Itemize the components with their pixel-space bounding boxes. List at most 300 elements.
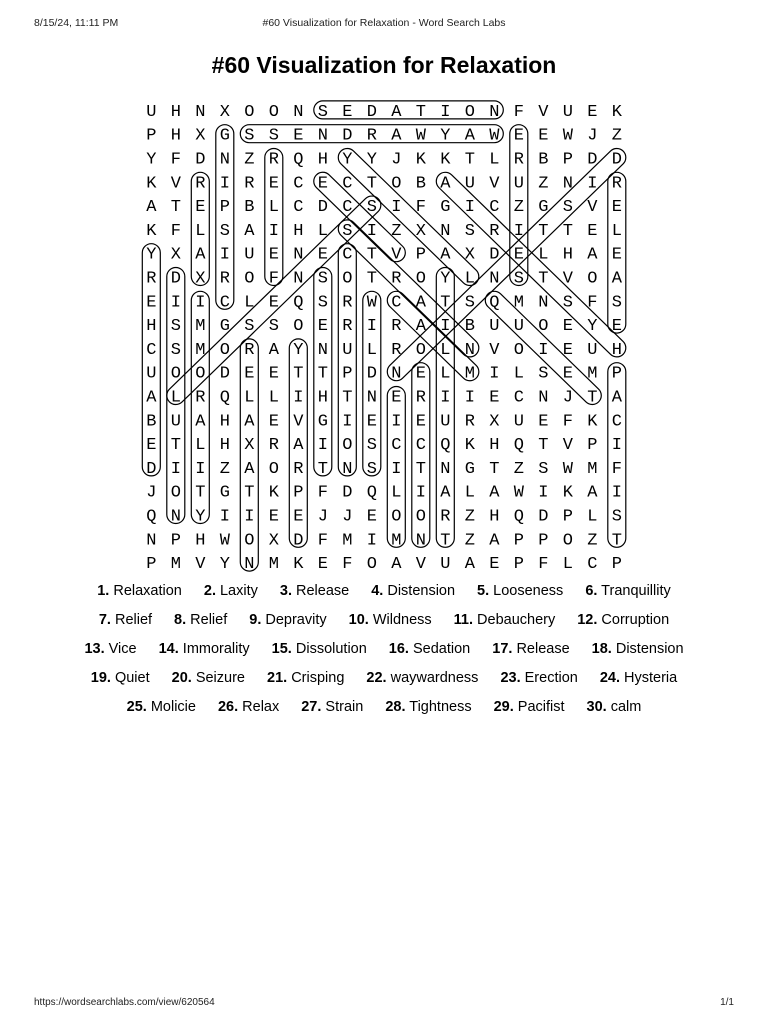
- grid-letter: F: [170, 150, 181, 170]
- grid-letter: Y: [342, 150, 353, 170]
- grid-letter: I: [244, 507, 255, 527]
- grid-letter: O: [170, 483, 181, 503]
- grid-letter: A: [440, 245, 451, 265]
- grid-letter: L: [268, 198, 279, 218]
- grid-letter: U: [489, 317, 500, 337]
- clue-row: [0, 583, 768, 599]
- grid-letter: H: [489, 436, 500, 456]
- grid-letter: I: [464, 198, 475, 218]
- grid-letter: T: [170, 198, 181, 218]
- clue-number: 29.: [493, 699, 514, 715]
- grid-letter: N: [464, 340, 475, 360]
- grid-letter: R: [391, 340, 402, 360]
- grid-letter: H: [195, 531, 206, 551]
- grid-letter: J: [562, 388, 573, 408]
- grid-letter: K: [562, 483, 573, 503]
- grid-letter: X: [170, 245, 181, 265]
- grid-letter: E: [317, 174, 328, 194]
- print-url: https://wordsearchlabs.com/view/620564: [34, 997, 215, 1008]
- grid-letter: N: [293, 269, 304, 289]
- grid-letter: C: [219, 293, 230, 313]
- grid-letter: Z: [538, 174, 549, 194]
- grid-letter: L: [170, 388, 181, 408]
- clue-number: 30.: [586, 699, 607, 715]
- grid-letter: M: [513, 293, 524, 313]
- grid-letter: E: [391, 388, 402, 408]
- grid-letter: S: [366, 459, 377, 479]
- grid-letter: X: [195, 269, 206, 289]
- grid-letter: R: [611, 174, 622, 194]
- grid-letter: S: [268, 126, 279, 146]
- grid-letter: S: [317, 269, 328, 289]
- grid-letter: N: [366, 388, 377, 408]
- grid-letter: I: [170, 459, 181, 479]
- grid-letter: D: [293, 531, 304, 551]
- grid-letter: E: [513, 245, 524, 265]
- grid-letter: J: [146, 483, 157, 503]
- grid-letter: T: [366, 174, 377, 194]
- grid-letter: V: [489, 340, 500, 360]
- grid-letter: O: [538, 317, 549, 337]
- grid-letter: I: [366, 317, 377, 337]
- grid-letter: R: [244, 340, 255, 360]
- clue-item: [272, 641, 367, 657]
- grid-letter: T: [366, 245, 377, 265]
- grid-letter: O: [562, 531, 573, 551]
- grid-letter: E: [342, 102, 353, 122]
- grid-letter: B: [244, 198, 255, 218]
- print-page-number: 1/1: [720, 997, 734, 1008]
- grid-letter: T: [317, 364, 328, 384]
- grid-letter: T: [538, 436, 549, 456]
- grid-letter: E: [538, 412, 549, 432]
- grid-letter: H: [293, 221, 304, 241]
- grid-letter: E: [244, 364, 255, 384]
- grid-letter: E: [562, 317, 573, 337]
- grid-letter: A: [415, 317, 426, 337]
- grid-letter: A: [489, 483, 500, 503]
- clue-word: Depravity: [261, 612, 327, 628]
- grid-letter: T: [440, 531, 451, 551]
- grid-letter: E: [611, 245, 622, 265]
- grid-letter: N: [440, 221, 451, 241]
- clue-item: [592, 641, 684, 657]
- grid-letter: D: [366, 364, 377, 384]
- grid-letter: A: [464, 555, 475, 573]
- grid-letter: Y: [440, 269, 451, 289]
- grid-letter: P: [513, 555, 524, 573]
- grid-letter: O: [415, 269, 426, 289]
- grid-letter: U: [170, 412, 181, 432]
- grid-letter: G: [219, 317, 230, 337]
- grid-letter: F: [562, 412, 573, 432]
- grid-letter: N: [293, 102, 304, 122]
- grid-letter: F: [317, 531, 328, 551]
- grid-letter: G: [219, 126, 230, 146]
- grid-letter: E: [538, 126, 549, 146]
- grid-letter: T: [415, 459, 426, 479]
- grid-letter: R: [244, 174, 255, 194]
- grid-letter: W: [562, 126, 573, 146]
- grid-letter: F: [513, 102, 524, 122]
- grid-letter: J: [587, 126, 598, 146]
- grid-letter: N: [146, 531, 157, 551]
- grid-letter: F: [342, 555, 353, 573]
- grid-letter: S: [464, 221, 475, 241]
- grid-letter: H: [611, 340, 622, 360]
- grid-letter: A: [415, 293, 426, 313]
- grid-letter: O: [513, 340, 524, 360]
- grid-letter: T: [244, 483, 255, 503]
- grid-letter: S: [219, 221, 230, 241]
- grid-letter: V: [415, 555, 426, 573]
- grid-letter: E: [293, 126, 304, 146]
- clue-number: 16.: [388, 641, 409, 657]
- clue-word: calm: [606, 699, 642, 715]
- clue-item: [267, 670, 344, 686]
- grid-letter: O: [244, 531, 255, 551]
- grid-letter: A: [489, 531, 500, 551]
- grid-letter: I: [219, 245, 230, 265]
- grid-letter: O: [268, 459, 279, 479]
- grid-letter: S: [342, 221, 353, 241]
- clue-word: Hysteria: [620, 670, 678, 686]
- grid-letter: A: [464, 126, 475, 146]
- grid-letter: H: [170, 102, 181, 122]
- grid-letter: E: [562, 340, 573, 360]
- grid-letter: A: [611, 388, 622, 408]
- clue-item: [280, 583, 349, 599]
- grid-letter: K: [146, 221, 157, 241]
- grid-letter: M: [195, 340, 206, 360]
- grid-letter: H: [170, 126, 181, 146]
- grid-letter: U: [244, 245, 255, 265]
- grid-letter: C: [293, 174, 304, 194]
- grid-letter: R: [366, 126, 377, 146]
- grid-letter: U: [513, 174, 524, 194]
- grid-letter: U: [440, 412, 451, 432]
- grid-letter: T: [195, 483, 206, 503]
- grid-letter: K: [268, 483, 279, 503]
- grid-letter: I: [170, 293, 181, 313]
- clue-item: [174, 612, 227, 628]
- clue-word: Release: [291, 583, 350, 599]
- grid-letter: E: [587, 102, 598, 122]
- grid-letter: W: [366, 293, 377, 313]
- clue-word: Molicie: [146, 699, 196, 715]
- clue-row: [0, 699, 768, 715]
- grid-letter: R: [391, 317, 402, 337]
- grid-letter: K: [587, 412, 598, 432]
- grid-letter: P: [587, 436, 598, 456]
- clue-number: 26.: [217, 699, 239, 715]
- grid-letter: K: [440, 150, 451, 170]
- clue-word: Distension: [383, 583, 456, 599]
- clue-number: 19.: [90, 670, 111, 686]
- grid-letter: T: [293, 364, 304, 384]
- grid-letter: A: [244, 459, 255, 479]
- grid-letter: S: [170, 317, 181, 337]
- grid-letter: E: [268, 412, 279, 432]
- clue-word: Tranquillity: [597, 583, 671, 599]
- clue-number: 25.: [126, 699, 147, 715]
- grid-letter: A: [391, 102, 402, 122]
- grid-letter: N: [219, 150, 230, 170]
- grid-letter: T: [538, 269, 549, 289]
- grid-letter: I: [415, 483, 426, 503]
- grid-letter: Z: [513, 198, 524, 218]
- grid-letter: G: [538, 198, 549, 218]
- grid-letter: I: [538, 483, 549, 503]
- found-word-loop: [433, 169, 630, 361]
- grid-letter: F: [170, 221, 181, 241]
- grid-letter: N: [415, 531, 426, 551]
- clue-item: [500, 670, 577, 686]
- grid-letter: B: [415, 174, 426, 194]
- grid-letter: I: [195, 293, 206, 313]
- grid-letter: Z: [513, 459, 524, 479]
- grid-letter: C: [391, 436, 402, 456]
- grid-letter: L: [195, 436, 206, 456]
- clue-item: [159, 641, 250, 657]
- clue-word: Looseness: [489, 583, 564, 599]
- grid-letter: Z: [611, 126, 622, 146]
- grid-letter: N: [440, 459, 451, 479]
- clue-item: [127, 699, 196, 715]
- grid-letter: E: [562, 364, 573, 384]
- grid-letter: M: [587, 459, 598, 479]
- clue-number: 28.: [385, 699, 406, 715]
- grid-letter: O: [415, 507, 426, 527]
- grid-letter: Q: [219, 388, 230, 408]
- grid-letter: R: [195, 388, 206, 408]
- grid-letter: L: [366, 340, 377, 360]
- puzzle-title: #60 Visualization for Relaxation: [211, 52, 557, 78]
- grid-letter: V: [562, 436, 573, 456]
- grid-letter: N: [538, 293, 549, 313]
- grid-letter: R: [391, 269, 402, 289]
- clue-word: Erection: [520, 670, 578, 686]
- grid-letter: K: [611, 102, 622, 122]
- clue-number: 1.: [97, 583, 110, 599]
- grid-letter: T: [317, 459, 328, 479]
- grid-letter: G: [317, 412, 328, 432]
- grid-letter: D: [170, 269, 181, 289]
- grid-letter: I: [366, 221, 377, 241]
- grid-letter: V: [562, 269, 573, 289]
- grid-letter: N: [342, 459, 353, 479]
- grid-letter: V: [170, 174, 181, 194]
- clue-word: Relief: [186, 612, 228, 628]
- grid-letter: U: [342, 340, 353, 360]
- grid-letter: G: [440, 198, 451, 218]
- grid-letter: A: [195, 412, 206, 432]
- grid-letter: E: [489, 388, 500, 408]
- clue-word: Relaxation: [109, 583, 182, 599]
- grid-letter: I: [440, 388, 451, 408]
- grid-letter: S: [562, 293, 573, 313]
- grid-letter: L: [440, 340, 451, 360]
- clue-number: 17.: [492, 641, 513, 657]
- word-search-grid: [139, 98, 635, 573]
- grid-letter: E: [366, 412, 377, 432]
- grid-letter: N: [170, 507, 181, 527]
- clue-item: [600, 670, 677, 686]
- grid-letter: U: [440, 555, 451, 573]
- grid-letter: D: [611, 150, 622, 170]
- grid-letter: P: [611, 364, 622, 384]
- grid-letter: I: [611, 436, 622, 456]
- grid-letter: C: [489, 198, 500, 218]
- grid-letter: P: [611, 555, 622, 573]
- clue-word: Tightness: [405, 699, 472, 715]
- clue-number: 4.: [371, 583, 384, 599]
- grid-letter: K: [146, 174, 157, 194]
- clue-number: 18.: [591, 641, 612, 657]
- clue-word: waywardness: [386, 670, 479, 686]
- grid-letter: E: [513, 126, 524, 146]
- grid-letter: N: [244, 555, 255, 573]
- clue-number: 9.: [249, 612, 262, 628]
- grid-letter: T: [366, 269, 377, 289]
- grid-letter: L: [195, 221, 206, 241]
- grid-letter: C: [146, 340, 157, 360]
- grid-letter: U: [513, 317, 524, 337]
- grid-letter: C: [513, 388, 524, 408]
- clue-number: 20.: [171, 670, 192, 686]
- grid-letter: A: [440, 174, 451, 194]
- grid-letter: L: [587, 507, 598, 527]
- grid-letter: O: [391, 174, 402, 194]
- clue-item: [349, 612, 432, 628]
- grid-letter: C: [415, 436, 426, 456]
- grid-letter: S: [611, 507, 622, 527]
- grid-letter: C: [391, 293, 402, 313]
- grid-letter: E: [317, 245, 328, 265]
- clue-item: [477, 583, 563, 599]
- grid-letter: D: [219, 364, 230, 384]
- grid-letter: T: [170, 436, 181, 456]
- grid-letter: S: [317, 102, 328, 122]
- grid-letter: Z: [244, 150, 255, 170]
- clue-word: Relief: [110, 612, 153, 628]
- grid-letter: E: [293, 507, 304, 527]
- clue-number: 21.: [267, 670, 288, 686]
- grid-letter: N: [195, 102, 206, 122]
- clue-item: [494, 699, 565, 715]
- grid-letter: R: [342, 293, 353, 313]
- clue-number: 15.: [271, 641, 292, 657]
- clue-word: Distension: [611, 641, 684, 657]
- clue-word: Crisping: [287, 670, 345, 686]
- clue-word: Corruption: [597, 612, 670, 628]
- grid-letter: L: [391, 483, 402, 503]
- clue-word: Immorality: [178, 641, 250, 657]
- grid-letter: O: [195, 364, 206, 384]
- grid-letter: E: [268, 245, 279, 265]
- grid-letter: D: [146, 459, 157, 479]
- clue-row: [0, 641, 768, 657]
- grid-letter: E: [195, 198, 206, 218]
- grid-letter: B: [538, 150, 549, 170]
- grid-letter: W: [415, 126, 426, 146]
- grid-letter: R: [513, 150, 524, 170]
- clue-word: Dissolution: [291, 641, 367, 657]
- grid-letter: P: [562, 507, 573, 527]
- grid-letter: X: [195, 126, 206, 146]
- grid-letter: Q: [489, 293, 500, 313]
- grid-letter: O: [366, 555, 377, 573]
- grid-letter: A: [391, 126, 402, 146]
- grid-letter: L: [464, 269, 475, 289]
- grid-letter: S: [513, 269, 524, 289]
- grid-letter: G: [464, 459, 475, 479]
- clue-word: Debauchery: [473, 612, 556, 628]
- grid-letter: A: [146, 198, 157, 218]
- clue-number: 14.: [158, 641, 179, 657]
- grid-letter: D: [342, 126, 353, 146]
- grid-letter: T: [587, 388, 598, 408]
- grid-letter: I: [366, 531, 377, 551]
- grid-letter: Y: [146, 245, 157, 265]
- clue-item: [587, 699, 642, 715]
- grid-letter: R: [415, 388, 426, 408]
- clue-number: 6.: [585, 583, 598, 599]
- grid-letter: N: [391, 364, 402, 384]
- grid-letter: O: [391, 507, 402, 527]
- grid-letter: A: [146, 388, 157, 408]
- grid-letter: W: [562, 459, 573, 479]
- grid-letter: I: [219, 507, 230, 527]
- grid-letter: Z: [464, 507, 475, 527]
- grid-letter: Z: [219, 459, 230, 479]
- grid-letter: W: [219, 531, 230, 551]
- grid-letter: U: [146, 364, 157, 384]
- clue-item: [454, 612, 556, 628]
- clue-item: [249, 612, 326, 628]
- grid-letter: D: [317, 198, 328, 218]
- grid-letter: A: [195, 245, 206, 265]
- grid-letter: I: [219, 174, 230, 194]
- grid-letter: U: [146, 102, 157, 122]
- grid-letter: I: [391, 198, 402, 218]
- grid-letter: S: [317, 293, 328, 313]
- grid-letter: L: [268, 388, 279, 408]
- grid-letter: E: [611, 198, 622, 218]
- grid-letter: P: [170, 531, 181, 551]
- grid-letter: F: [268, 269, 279, 289]
- clue-item: [366, 670, 478, 686]
- grid-letter: M: [587, 364, 598, 384]
- grid-letter: U: [587, 340, 598, 360]
- clue-number: 5.: [477, 583, 490, 599]
- grid-letter: Z: [464, 531, 475, 551]
- grid-letter: T: [538, 221, 549, 241]
- grid-letter: U: [562, 102, 573, 122]
- clue-item: [91, 670, 150, 686]
- grid-letter: M: [464, 364, 475, 384]
- grid-letter: P: [342, 364, 353, 384]
- grid-letter: E: [366, 507, 377, 527]
- grid-letter: I: [513, 221, 524, 241]
- grid-letter: N: [317, 340, 328, 360]
- grid-letter: K: [464, 436, 475, 456]
- clue-number: 23.: [500, 670, 521, 686]
- clue-number: 12.: [577, 612, 598, 628]
- grid-letter: J: [391, 150, 402, 170]
- grid-letter: S: [562, 198, 573, 218]
- grid-letter: S: [244, 126, 255, 146]
